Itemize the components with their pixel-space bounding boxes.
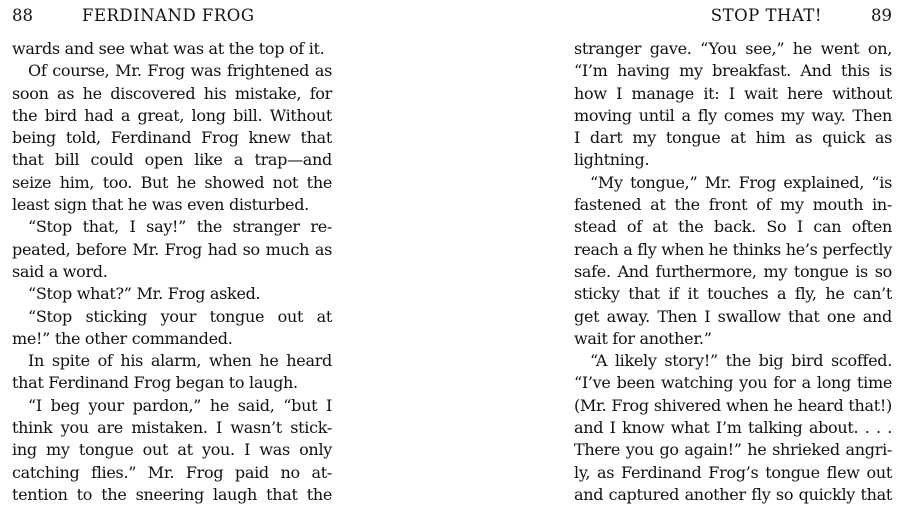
text-line: being told, Ferdinand Frog knew that [12, 128, 332, 148]
text-line: In spite of his alarm, when he heard [28, 351, 332, 371]
text-line: seize him, too. But he showed not the [12, 172, 332, 192]
text-line: how I manage it: I wait here without [574, 83, 892, 103]
text-line: ly, as Ferdinand Frog’s tongue flew out [574, 462, 892, 482]
page-number: 88 [12, 6, 33, 25]
text-line: lightning. [574, 150, 650, 170]
text-line: “Stop sticking your tongue out at [28, 306, 332, 326]
text-line: “Stop that, I say!” the stranger re- [28, 217, 332, 237]
text-line: fastened at the front of my mouth in- [574, 195, 892, 215]
text-line: and captured another fly so quickly that [574, 484, 892, 504]
right-page-header [574, 0, 892, 34]
text-line: me!” the other commanded. [12, 328, 233, 348]
text-line: least sign that he was even disturbed. [12, 195, 309, 215]
text-line: safe. And furthermore, my tongue is so [574, 261, 892, 281]
text-line: “Stop what?” Mr. Frog asked. [28, 284, 261, 304]
text-line: get away. Then I swallow that one and [574, 306, 892, 326]
page-number: 89 [871, 6, 892, 25]
text-line: stranger gave. “You see,” he went on, [574, 39, 892, 58]
text-line: the bird had a great, long bill. Without [12, 105, 332, 125]
left-page-body [12, 38, 332, 506]
running-head: FERDINAND FROG [82, 6, 255, 25]
text-line: stead of at the back. So I can often [574, 217, 892, 237]
text-line: think you are mistaken. I wasn’t stick- [12, 418, 332, 438]
text-line: There you go again!” he shrieked angri- [574, 440, 892, 460]
right-page-body [574, 38, 892, 506]
text-line: moving until a fly comes my way. Then [574, 105, 892, 125]
text-line: “My tongue,” Mr. Frog explained, “is [590, 172, 892, 192]
text-line: I dart my tongue at him as quick as [574, 128, 892, 148]
left-page [12, 0, 332, 506]
running-head: STOP THAT! [710, 6, 822, 25]
text-line: wards and see what was at the top of it. [12, 39, 325, 58]
text-line: that Ferdinand Frog began to laugh. [12, 373, 298, 393]
text-line: reach a fly when he thinks he’s perfectly [574, 239, 892, 259]
text-line: peated, before Mr. Frog had so much as [12, 239, 332, 259]
text-line: sticky that if it touches a fly, he can’t [574, 284, 892, 304]
text-line: and I know what I’m talking about. . . . [574, 418, 892, 438]
text-line: soon as he discovered his mistake, for [12, 83, 332, 103]
left-page-header [12, 0, 332, 34]
text-line: wait for another.” [574, 328, 712, 348]
text-line: tention to the sneering laugh that the [12, 484, 332, 504]
text-line: “I’ve been watching you for a long time [574, 373, 892, 393]
right-page [574, 0, 892, 506]
text-line: Of course, Mr. Frog was frightened as [28, 61, 332, 81]
text-line: “I’m having my breakfast. And this is [574, 61, 892, 81]
text-line: that bill could open like a trap—and [12, 150, 332, 170]
text-line: “I beg your pardon,” he said, “but I [28, 395, 332, 415]
text-line: “A likely story!” the big bird scoffed. [590, 351, 892, 371]
text-line: (Mr. Frog shivered when he heard that!) [574, 395, 892, 415]
text-line: catching flies.” Mr. Frog paid no at- [12, 462, 332, 482]
text-line: said a word. [12, 261, 108, 281]
text-line: ing my tongue out at you. I was only [12, 440, 332, 460]
